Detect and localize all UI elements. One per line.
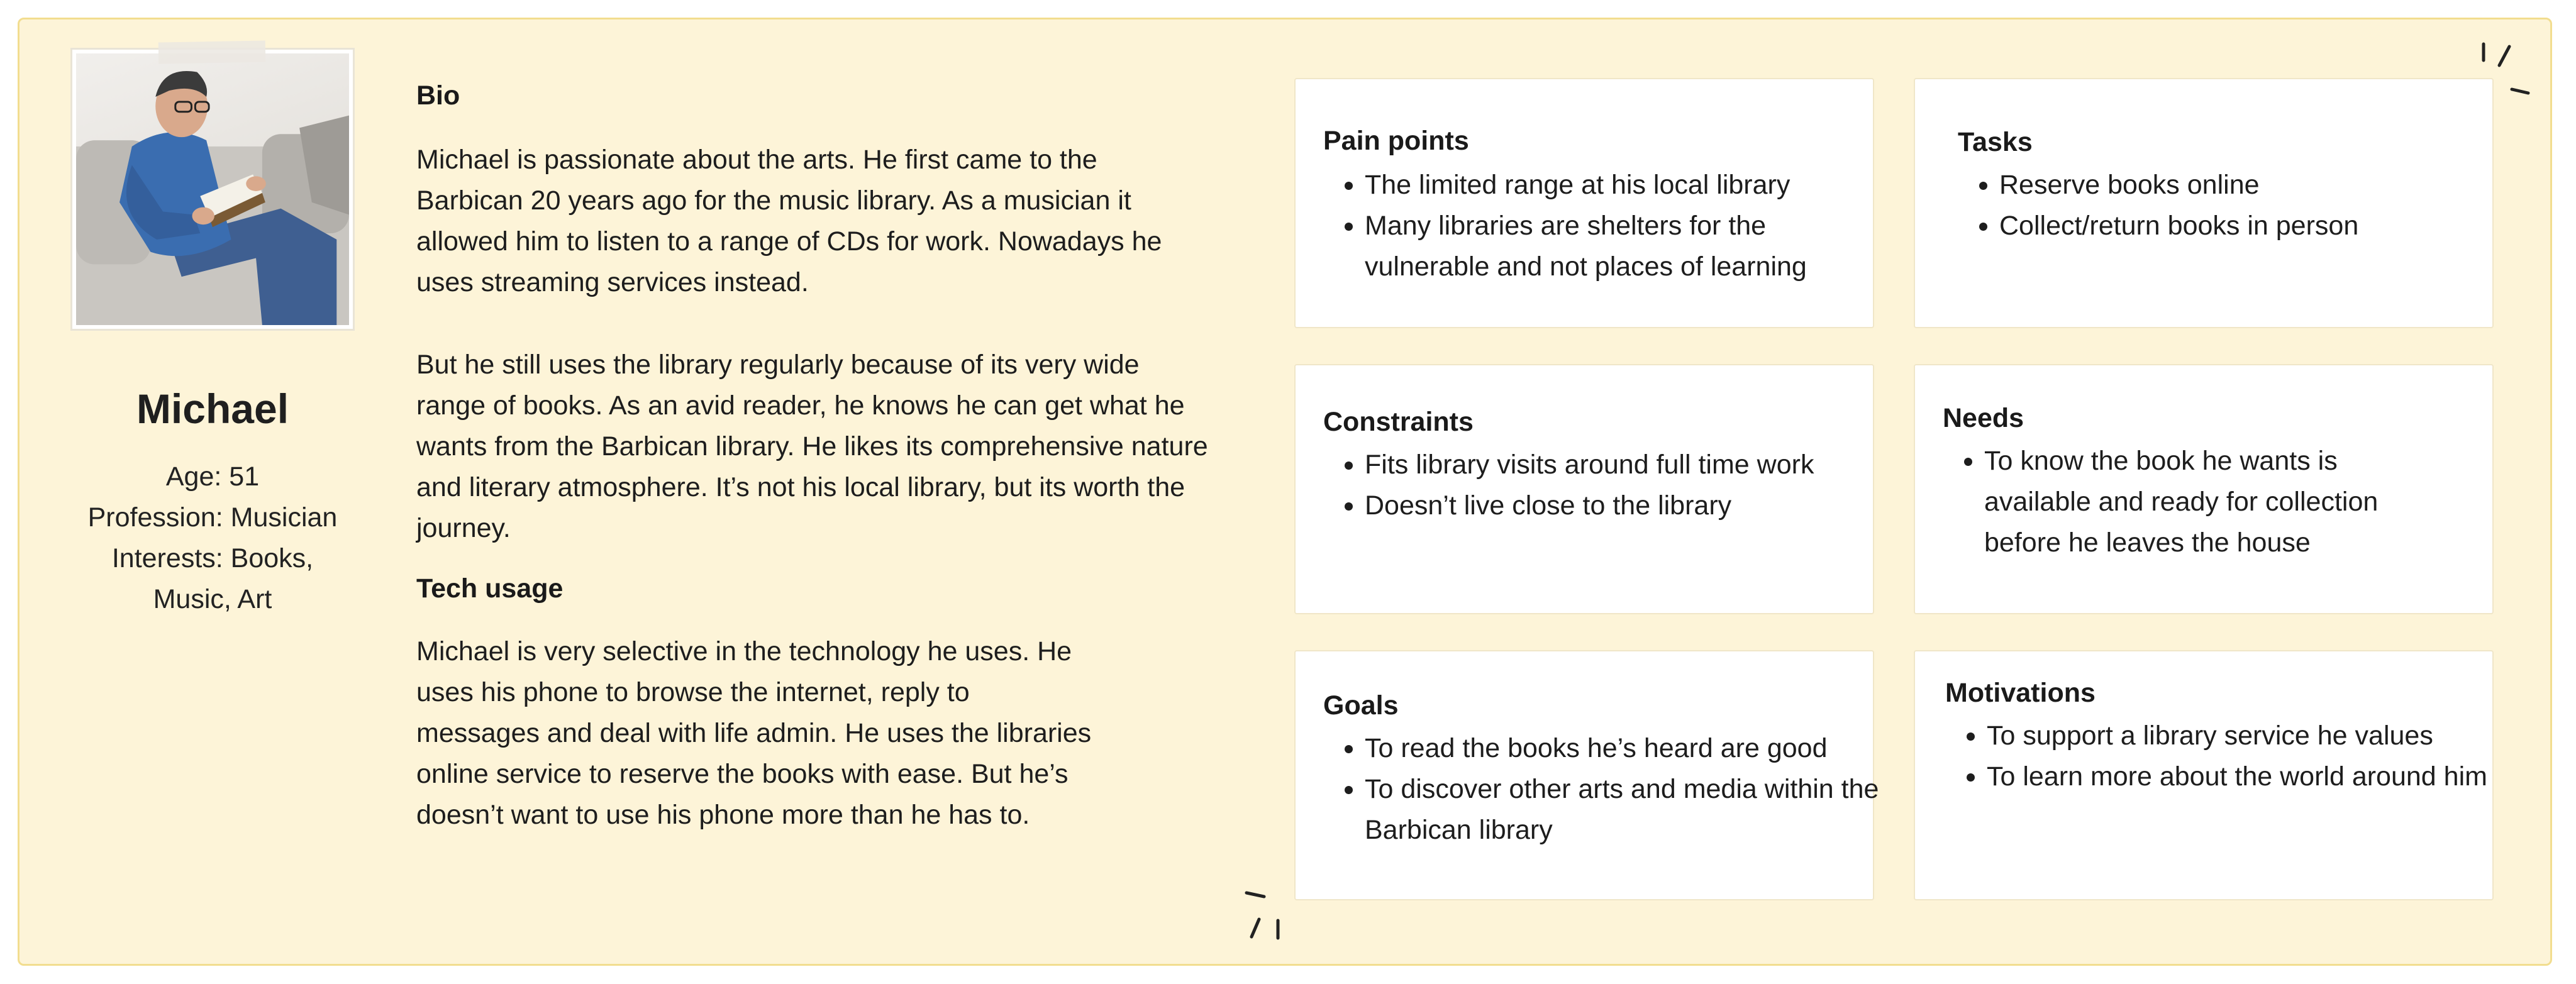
list-item: • Fits library visits around full time work <box>1365 445 1893 485</box>
persona-interests-line2: Music, Art <box>153 584 272 614</box>
profile-photo <box>70 48 355 331</box>
card-title: Constraints <box>1323 407 1474 437</box>
list-item: • To support a library service he values <box>1987 716 2502 756</box>
list-item: • To discover other arts and media within the Barbican library <box>1365 769 1893 851</box>
goals-card <box>1294 650 1879 900</box>
list-item: • Many libraries are shelters for the vulnerable and not places of learning <box>1365 206 1880 287</box>
goals-list <box>1323 728 1893 851</box>
persona-interests-line1: Interests: Books, <box>111 543 314 573</box>
list-item: • Doesn’t live close to the library <box>1365 485 1893 526</box>
list-item: • The limited range at his local library <box>1365 165 1880 206</box>
persona-age: Age: 51 <box>165 462 260 492</box>
bio-paragraph-2: But he still uses the library regularly because of its very wide range of books. As an avid reader, he knows he can get what he wants from the Barbican library. He likes its comprehensive nature and literary atmosphere. It’s not his local library, but its worth the journey. <box>416 350 1208 543</box>
bio-heading: Bio <box>416 80 460 111</box>
motivations-card <box>1914 650 2494 900</box>
list-item: • To know the book he wants is available and ready for collection before he leaves the house <box>1984 441 2450 563</box>
pain-points-card <box>1294 78 1874 328</box>
pain-points-list <box>1323 165 1880 287</box>
needs-list <box>1943 441 2450 563</box>
list-item: • To read the books he’s heard are good <box>1365 728 1893 769</box>
card-title: Goals <box>1323 690 1399 721</box>
card-title: Needs <box>1943 403 2024 433</box>
tech-usage-paragraph: Michael is very selective in the technology he uses. He uses his phone to browse the internet, reply to messages and deal with life admin. He uses the libraries online service to reserve the books with ease. But he’s doesn’t want to use his phone more than he has to. <box>416 636 1092 830</box>
needs-card <box>1914 364 2494 614</box>
card-title: Tasks <box>1958 127 2033 157</box>
tasks-list <box>1958 165 2502 246</box>
list-item: • To learn more about the world around him <box>1987 756 2502 797</box>
person-reading-photo <box>76 53 349 325</box>
constraints-card <box>1294 364 1874 614</box>
persona-name: Michael <box>136 385 289 432</box>
persona-profession: Profession: Musician <box>87 502 338 533</box>
list-item: • Reserve books online <box>1999 165 2502 206</box>
card-title: Motivations <box>1945 678 2096 708</box>
photo-tape <box>158 41 266 64</box>
motivations-list <box>1945 716 2502 797</box>
bio-paragraph-1: Michael is passionate about the arts. He first came to the Barbican 20 years ago for the music library. As a musician it allowed him to listen to a range of CDs for work. Nowadays he uses streaming services instead. <box>416 145 1162 297</box>
sparkle-doodle-icon <box>1239 880 1308 949</box>
tasks-card <box>1914 78 2494 328</box>
card-title: Pain points <box>1323 126 1469 156</box>
persona-details <box>70 456 355 620</box>
constraints-list <box>1323 445 1893 526</box>
sparkle-doodle-icon <box>2472 38 2541 101</box>
tech-usage-heading: Tech usage <box>416 573 564 604</box>
list-item: • Collect/return books in person <box>1999 206 2502 246</box>
